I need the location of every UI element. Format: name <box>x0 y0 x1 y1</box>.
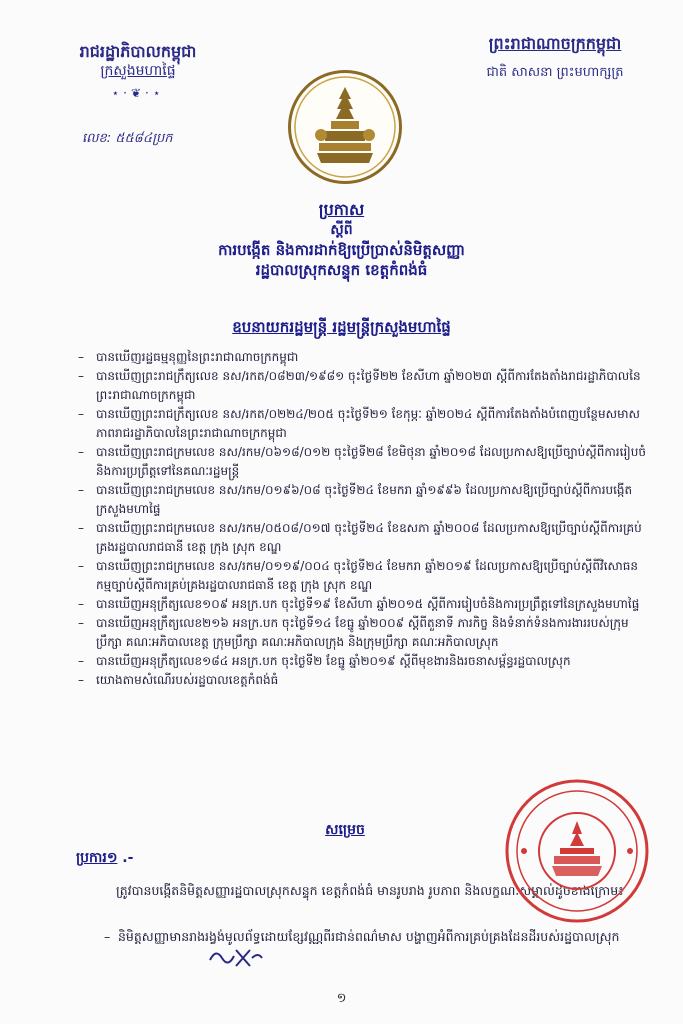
title-line-1: ប្រកាស <box>318 200 365 219</box>
title-line-3: ការបង្កើត និងការដាក់ឱ្យប្រើប្រាស់និមិត្តសញ្ញា <box>218 241 465 259</box>
reference-number: លេខ: ៥៥៨៤ប្រក <box>82 131 173 146</box>
government-name: រាជរដ្ឋាភិបាលកម្ពុជា <box>79 42 197 61</box>
ministry-name: ក្រសួងមហាផ្ទៃ <box>100 63 176 79</box>
list-item: – បានឃើញព្រះរាជក្រមលេខ នស/រកម/០៦១៨/០១២ ចុះថ្ងៃទី២៨ ខែមិថុនា ឆ្នាំ២០១៨ ដែលប្រកាសឱ្យប្រើច្បាប់ស្តីពីការរៀបចំនិងការប្រព្រឹត្តទៅនៃគណៈរដ្ឋមន្ត្រី <box>76 443 646 481</box>
issuing-authority: ឧបនាយករដ្ឋមន្ត្រី រដ្ឋមន្ត្រីក្រសួងមហាផ្ទៃ <box>232 318 451 336</box>
list-item: – បានឃើញរដ្ឋធម្មនុញ្ញនៃព្រះរាជាណាចក្រកម្ពុជា <box>76 348 646 367</box>
royal-emblem-icon <box>288 70 402 184</box>
article-heading <box>76 848 133 869</box>
title-line-4: រដ្ឋបាលស្រុកសន្ទុក ខេត្តកំពង់ធំ <box>255 261 428 279</box>
list-item: – បានឃើញអនុក្រឹត្យលេខ១០៩ អនក្រ.បក ចុះថ្ងៃទី១៩ ខែសីហា ឆ្នាំ២០១៥ ស្តីពីការរៀបចំនិងការប្រព្រឹត្តទៅនៃក្រសួងមហាផ្ទៃ <box>76 595 646 614</box>
article-sub-item: – និមិត្តសញ្ញាមានរាងរង្វង់មូលព័ទ្ធដោយខ្សែវណ្ណពីរជាន់ពណ៌មាស បង្ហាញអំពីការគ្រប់គ្រងដែនដីរបស់រដ្ឋបាលស្រុក <box>104 929 620 944</box>
article-suffix: .- <box>117 850 134 866</box>
list-item: – បានឃើញព្រះរាជក្រមលេខ នស/រកម/០៥០៨/០១៧ ចុះថ្ងៃទី២៤ ខែឧសភា ឆ្នាំ២០០៨ ដែលប្រកាសឱ្យប្រើច្បាប់ស្តីពីការគ្រប់គ្រងរដ្ឋបាលរាជធានី ខេត្ត ក្រុង ស្រុក ខណ្ឌ <box>76 519 646 557</box>
kingdom-name: ព្រះរាជាណាចក្រកម្ពុជា <box>488 34 622 53</box>
list-item: – បានឃើញព្រះរាជក្រឹត្យលេខ នស/រកត/០៨២៣/១៩៨១ ចុះថ្ងៃទី២២ ខែសីហា ឆ្នាំ២០២៣ ស្តីពីការតែងតាំងរាជរដ្ឋាភិបាលនៃព្រះរាជាណាចក្រកម្ពុជា <box>76 367 646 405</box>
document-title <box>120 200 563 280</box>
list-item: – បានឃើញព្រះរាជក្រមលេខ នស/រកម/០១៩៦/០៨ ចុះថ្ងៃទី២៤ ខែមករា ឆ្នាំ១៩៩៦ ដែលប្រកាសឱ្យប្រើច្បាប់ស្តីពីការបង្កើតក្រសួងមហាផ្ទៃ <box>76 481 646 519</box>
list-item: – បានឃើញព្រះរាជក្រមលេខ នស/រកម/០១១៩/០០៤ ចុះថ្ងៃទី២៤ ខែមករា ឆ្នាំ២០១៩ ដែលប្រកាសឱ្យប្រើច្បាប់ស្តីពីវិសោធនកម្មច្បាប់ស្តីពីការគ្រប់គ្រងរដ្ឋបាលរាជធានី ខេត្ត ក្រុង ស្រុក ខណ្ឌ <box>76 557 646 595</box>
initial-signature-icon <box>206 944 266 970</box>
kingdom-header <box>450 32 660 84</box>
article-body-text: ត្រូវបានបង្កើតនិមិត្តសញ្ញារដ្ឋបាលស្រុកសន្ទុក ខេត្តកំពង់ធំ មានរូបរាង រូបភាព និងលក្ខណៈសម្គាល់ដូចខាងក្រោម៖ <box>116 883 624 898</box>
ministry-header <box>48 42 228 100</box>
list-item: – បានឃើញអនុក្រឹត្យលេខ២១៦ អនក្រ.បក ចុះថ្ងៃទី១៤ ខែធ្នូ ឆ្នាំ២០០៩ ស្តីពីតួនាទី ភារកិច្ច និងទំនាក់ទំនងការងាររបស់ក្រុមប្រឹក្សា គណៈអភិបាលខេត្ត ក្រុមប្រឹក្សា គណៈអភិបាលក្រុង និងក្រុមប្រឹក្សា គណៈអភិបាលស្រុក <box>76 614 646 652</box>
considerations-list <box>76 348 646 690</box>
title-line-2: ស្តីពី <box>330 222 353 238</box>
list-item: – បានឃើញអនុក្រឹត្យលេខ១៨៤ អនក្រ.បក ចុះថ្ងៃទី២ ខែធ្នូ ឆ្នាំ២០១៩ ស្តីពីមុខងារនិងរចនាសម្ព័ន្ធរដ្ឋបាលស្រុក <box>76 652 646 671</box>
sub-item-text: និមិត្តសញ្ញាមានរាងរង្វង់មូលព័ទ្ធដោយខ្សែវណ្ណពីរជាន់ពណ៌មាស បង្ហាញអំពីការគ្រប់គ្រងដែនដីរបស់រដ្ឋបាលស្រុក <box>118 929 620 944</box>
national-motto: ជាតិ សាសនា ព្រះមហាក្សត្រ <box>486 65 624 80</box>
decision-heading: សម្រេច <box>325 822 365 838</box>
official-seal-icon <box>502 776 652 926</box>
page-number: ១ <box>336 991 347 1006</box>
ornament-icon: ⋆·❦·⋆ <box>111 86 165 100</box>
list-item: – យោងតាមសំណើរបស់រដ្ឋបាលខេត្តកំពង់ធំ <box>76 671 646 690</box>
article-label: ប្រការ១ <box>76 850 118 866</box>
list-item: – បានឃើញព្រះរាជក្រឹត្យលេខ នស/រកត/០២២៤/២០៥ ចុះថ្ងៃទី២១ ខែកុម្ភៈ ឆ្នាំ២០២៤ ស្តីពីការតែងតាំងបំពេញបន្ថែមសមាសភាពរាជរដ្ឋាភិបាលនៃព្រះរាជាណាចក្រកម្ពុជា <box>76 405 646 443</box>
